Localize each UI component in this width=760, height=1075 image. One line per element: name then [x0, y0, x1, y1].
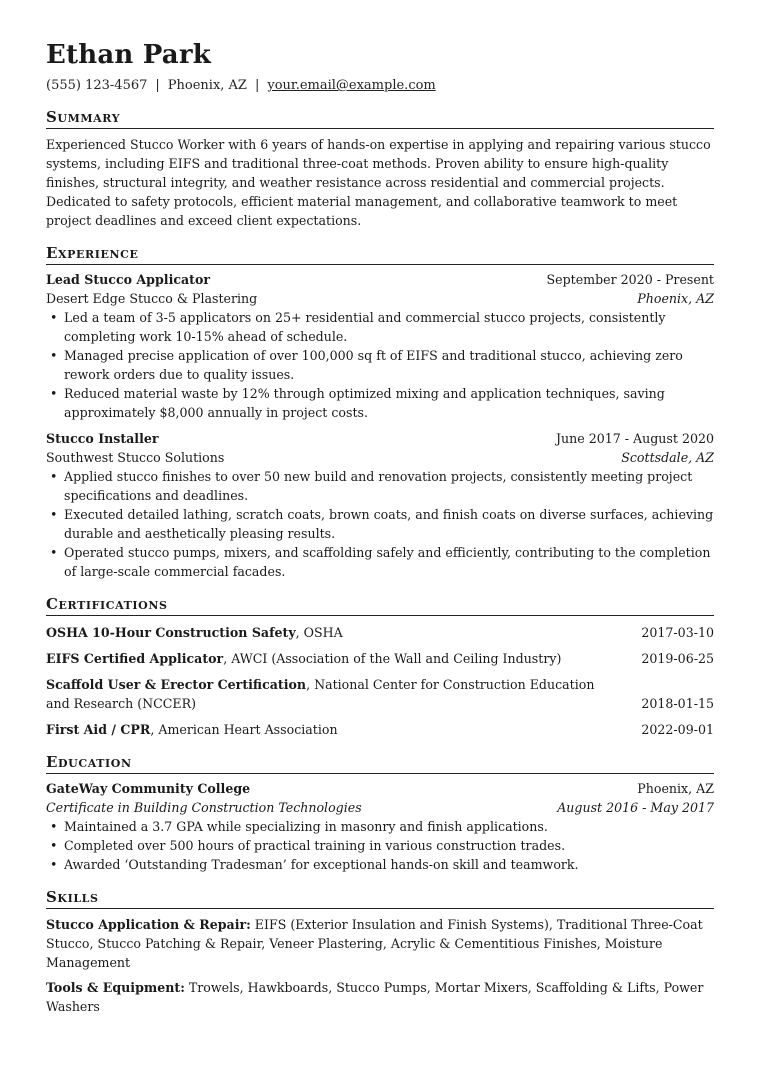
- certification-item: [46, 649, 714, 668]
- education-entry: [46, 780, 714, 874]
- job-location: Scottsdale, AZ: [621, 449, 714, 465]
- cert-issuer: , AWCI (Association of the Wall and Ceiling Industry): [223, 651, 562, 666]
- school-location: Phoenix, AZ: [637, 781, 714, 796]
- job-entry: [46, 271, 714, 422]
- job-role: Lead Stucco Applicator: [46, 272, 211, 287]
- cert-date: 2018-01-15: [641, 696, 714, 711]
- certification-item: [46, 623, 714, 642]
- skill-label: Stucco Application & Repair:: [46, 917, 251, 932]
- cert-date: 2022-09-01: [641, 722, 714, 737]
- cert-name: EIFS Certified Applicator: [46, 651, 224, 666]
- list-item: • Operated stucco pumps, mixers, and scaffolding safely and efficiently, contributing to the completion of large-scale commercial facades.: [64, 543, 714, 581]
- cert-date: 2017-03-10: [641, 625, 714, 640]
- cert-issuer: , National Center for Construction Education and Research (NCCER): [46, 677, 595, 711]
- cert-name: Scaffold User & Erector Certification: [46, 677, 307, 692]
- skill-group: [46, 915, 714, 972]
- skill-group: [46, 978, 714, 1016]
- section-title-experience: Experience: [46, 244, 714, 265]
- candidate-name: Ethan Park: [46, 40, 211, 70]
- list-item: • Reduced material waste by 12% through optimized mixing and application techniques, saving approximately $8,000 annually in project costs.: [64, 384, 714, 422]
- list-item: • Applied stucco finishes to over 50 new build and renovation projects, consistently meeting project specifications and deadlines.: [64, 467, 714, 505]
- section-title-summary: Summary: [46, 108, 714, 129]
- cert-issuer: , OSHA: [295, 625, 343, 640]
- contact-line: [46, 78, 714, 94]
- list-item: • Awarded ‘Outstanding Tradesman’ for exceptional hands-on skill and teamwork.: [64, 855, 714, 874]
- job-company: Desert Edge Stucco & Plastering: [46, 290, 258, 306]
- section-title-education: Education: [46, 753, 714, 774]
- email-link[interactable]: your.email@example.com: [267, 78, 436, 93]
- list-item: • Executed detailed lathing, scratch coats, brown coats, and finish coats on diverse surfaces, achieving durable and aesthetically pleasing results.: [64, 505, 714, 543]
- list-item: • Led a team of 3-5 applicators on 25+ residential and commercial stucco projects, consistently completing work 10-15% ahead of schedule.: [64, 308, 714, 346]
- skill-label: Tools & Equipment:: [46, 980, 185, 995]
- job-dates: June 2017 - August 2020: [556, 431, 714, 446]
- summary-text: Experienced Stucco Worker with 6 years of hands-on expertise in applying and repairing various stucco systems, including EIFS and traditional three-coat methods. Proven ability to ensure high-quality finishes, structural integrity, and weather resistance across residential and commercial projects. Dedicated to safety protocols, efficient material management, and collaborative teamwork to meet project deadlines and exceed client expectations.: [46, 137, 711, 228]
- contact-separator: |: [155, 78, 160, 93]
- education-dates: August 2016 - May 2017: [557, 799, 714, 815]
- education-bullets: [46, 817, 714, 874]
- job-bullets: [46, 308, 714, 422]
- location: Phoenix, AZ: [167, 78, 247, 93]
- list-item: • Managed precise application of over 100,000 sq ft of EIFS and traditional stucco, achieving zero rework orders due to quality issues.: [64, 346, 714, 384]
- skill-text: EIFS (Exterior Insulation and Finish Systems), Traditional Three-Coat Stucco, Stucco Patching & Repair, Veneer Plastering, Acrylic & Cementitious Finishes, Moisture Management: [46, 917, 703, 970]
- cert-name: OSHA 10-Hour Construction Safety: [46, 625, 296, 640]
- section-title-certifications: Certifications: [46, 595, 714, 616]
- job-company: Southwest Stucco Solutions: [46, 449, 225, 465]
- cert-issuer: , American Heart Association: [150, 722, 338, 737]
- school-name: GateWay Community College: [46, 781, 251, 796]
- skill-text: Trowels, Hawkboards, Stucco Pumps, Mortar Mixers, Scaffolding & Lifts, Power Washers: [46, 980, 704, 1014]
- cert-name: First Aid / CPR: [46, 722, 151, 737]
- job-entry: [46, 430, 714, 581]
- job-bullets: [46, 467, 714, 581]
- cert-date: 2019-06-25: [641, 651, 714, 666]
- list-item: • Completed over 500 hours of practical training in various construction trades.: [64, 836, 714, 855]
- list-item: • Maintained a 3.7 GPA while specializing in masonry and finish applications.: [64, 817, 714, 836]
- job-role: Stucco Installer: [46, 431, 159, 446]
- job-dates: September 2020 - Present: [546, 272, 714, 287]
- certification-item: [46, 720, 714, 739]
- section-title-skills: Skills: [46, 888, 714, 909]
- contact-separator: |: [254, 78, 260, 93]
- phone-number: (555) 123-4567: [46, 78, 148, 93]
- certification-item: [46, 675, 714, 713]
- job-location: Phoenix, AZ: [637, 290, 714, 306]
- program-name: Certificate in Building Construction Technologies: [46, 799, 362, 815]
